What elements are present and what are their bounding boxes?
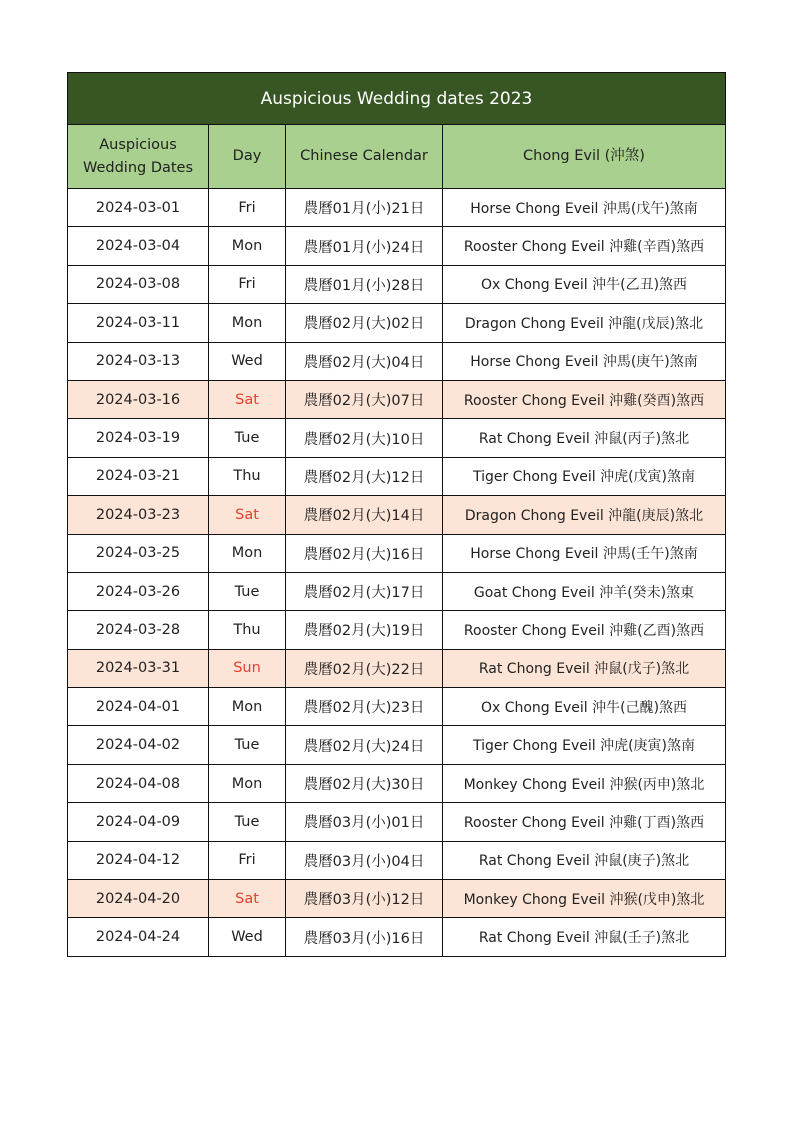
date-cell: 2024-04-01	[68, 688, 209, 726]
table-row	[68, 342, 726, 380]
table-row	[68, 496, 726, 534]
table-body	[68, 189, 726, 957]
chong-cell: Tiger Chong Eveil 沖虎(庚寅)煞南	[443, 726, 726, 764]
day-cell: Fri	[209, 841, 286, 879]
date-cell: 2024-03-28	[68, 611, 209, 649]
calendar-cell: 農曆02月(大)23日	[286, 688, 443, 726]
table-row	[68, 841, 726, 879]
calendar-cell: 農曆02月(大)02日	[286, 304, 443, 342]
day-cell: Fri	[209, 189, 286, 227]
chong-cell: Rat Chong Eveil 沖鼠(壬子)煞北	[443, 918, 726, 956]
chong-cell: Horse Chong Eveil 沖馬(庚午)煞南	[443, 342, 726, 380]
header-date: Auspicious Wedding Dates	[68, 125, 209, 189]
calendar-cell: 農曆03月(小)16日	[286, 918, 443, 956]
day-cell: Fri	[209, 265, 286, 303]
day-cell: Tue	[209, 726, 286, 764]
calendar-cell: 農曆03月(小)12日	[286, 880, 443, 918]
day-cell: Wed	[209, 342, 286, 380]
chong-cell: Dragon Chong Eveil 沖龍(庚辰)煞北	[443, 496, 726, 534]
header-chong: Chong Evil (沖煞)	[443, 125, 726, 189]
date-cell: 2024-03-31	[68, 649, 209, 687]
calendar-cell: 農曆02月(大)10日	[286, 419, 443, 457]
chong-cell: Rat Chong Eveil 沖鼠(丙子)煞北	[443, 419, 726, 457]
chong-cell: Goat Chong Eveil 沖羊(癸未)煞東	[443, 572, 726, 610]
calendar-cell: 農曆02月(大)16日	[286, 534, 443, 572]
day-cell: Mon	[209, 688, 286, 726]
chong-cell: Ox Chong Eveil 沖牛(乙丑)煞西	[443, 265, 726, 303]
day-cell: Tue	[209, 572, 286, 610]
date-cell: 2024-03-19	[68, 419, 209, 457]
chong-cell: Rooster Chong Eveil 沖雞(乙酉)煞西	[443, 611, 726, 649]
calendar-cell: 農曆02月(大)30日	[286, 764, 443, 802]
table-row	[68, 880, 726, 918]
date-cell: 2024-04-24	[68, 918, 209, 956]
date-cell: 2024-03-11	[68, 304, 209, 342]
day-cell: Sun	[209, 649, 286, 687]
date-cell: 2024-03-13	[68, 342, 209, 380]
table-row	[68, 227, 726, 265]
date-cell: 2024-03-21	[68, 457, 209, 495]
day-cell: Tue	[209, 803, 286, 841]
header-calendar: Chinese Calendar	[286, 125, 443, 189]
chong-cell: Rooster Chong Eveil 沖雞(辛酉)煞西	[443, 227, 726, 265]
chong-cell: Rat Chong Eveil 沖鼠(庚子)煞北	[443, 841, 726, 879]
day-cell: Mon	[209, 534, 286, 572]
date-cell: 2024-03-16	[68, 380, 209, 418]
table-row	[68, 534, 726, 572]
table-row	[68, 649, 726, 687]
date-cell: 2024-04-12	[68, 841, 209, 879]
calendar-cell: 農曆01月(小)21日	[286, 189, 443, 227]
calendar-cell: 農曆03月(小)04日	[286, 841, 443, 879]
day-cell: Sat	[209, 380, 286, 418]
chong-cell: Dragon Chong Eveil 沖龍(戊辰)煞北	[443, 304, 726, 342]
chong-cell: Tiger Chong Eveil 沖虎(戊寅)煞南	[443, 457, 726, 495]
chong-cell: Rat Chong Eveil 沖鼠(戊子)煞北	[443, 649, 726, 687]
date-cell: 2024-04-09	[68, 803, 209, 841]
calendar-cell: 農曆02月(大)17日	[286, 572, 443, 610]
calendar-cell: 農曆02月(大)24日	[286, 726, 443, 764]
chong-cell: Ox Chong Eveil 沖牛(己醜)煞西	[443, 688, 726, 726]
table-row	[68, 189, 726, 227]
header-day: Day	[209, 125, 286, 189]
date-cell: 2024-04-20	[68, 880, 209, 918]
table-header-row	[68, 125, 726, 189]
date-cell: 2024-04-02	[68, 726, 209, 764]
table-title: Auspicious Wedding dates 2023	[68, 73, 726, 125]
date-cell: 2024-03-01	[68, 189, 209, 227]
day-cell: Thu	[209, 611, 286, 649]
calendar-cell: 農曆02月(大)12日	[286, 457, 443, 495]
calendar-cell: 農曆02月(大)07日	[286, 380, 443, 418]
calendar-cell: 農曆02月(大)14日	[286, 496, 443, 534]
chong-cell: Monkey Chong Eveil 沖猴(丙申)煞北	[443, 764, 726, 802]
calendar-cell: 農曆02月(大)22日	[286, 649, 443, 687]
table-row	[68, 265, 726, 303]
chong-cell: Horse Chong Eveil 沖馬(壬午)煞南	[443, 534, 726, 572]
table-row	[68, 803, 726, 841]
table-row	[68, 457, 726, 495]
table-row	[68, 419, 726, 457]
day-cell: Mon	[209, 764, 286, 802]
date-cell: 2024-04-08	[68, 764, 209, 802]
day-cell: Thu	[209, 457, 286, 495]
calendar-cell: 農曆02月(大)19日	[286, 611, 443, 649]
table-row	[68, 688, 726, 726]
chong-cell: Horse Chong Eveil 沖馬(戊午)煞南	[443, 189, 726, 227]
table-title-row	[68, 73, 726, 125]
chong-cell: Monkey Chong Eveil 沖猴(戊申)煞北	[443, 880, 726, 918]
table-row	[68, 304, 726, 342]
wedding-dates-sheet	[67, 72, 725, 957]
calendar-cell: 農曆01月(小)24日	[286, 227, 443, 265]
date-cell: 2024-03-04	[68, 227, 209, 265]
calendar-cell: 農曆03月(小)01日	[286, 803, 443, 841]
calendar-cell: 農曆02月(大)04日	[286, 342, 443, 380]
day-cell: Sat	[209, 880, 286, 918]
day-cell: Mon	[209, 227, 286, 265]
date-cell: 2024-03-23	[68, 496, 209, 534]
day-cell: Wed	[209, 918, 286, 956]
table-row	[68, 726, 726, 764]
table-row	[68, 764, 726, 802]
day-cell: Mon	[209, 304, 286, 342]
day-cell: Sat	[209, 496, 286, 534]
date-cell: 2024-03-08	[68, 265, 209, 303]
date-cell: 2024-03-26	[68, 572, 209, 610]
table-row	[68, 380, 726, 418]
day-cell: Tue	[209, 419, 286, 457]
chong-cell: Rooster Chong Eveil 沖雞(癸酉)煞西	[443, 380, 726, 418]
wedding-dates-table	[67, 72, 726, 957]
calendar-cell: 農曆01月(小)28日	[286, 265, 443, 303]
date-cell: 2024-03-25	[68, 534, 209, 572]
table-row	[68, 572, 726, 610]
table-row	[68, 611, 726, 649]
chong-cell: Rooster Chong Eveil 沖雞(丁酉)煞西	[443, 803, 726, 841]
table-row	[68, 918, 726, 956]
